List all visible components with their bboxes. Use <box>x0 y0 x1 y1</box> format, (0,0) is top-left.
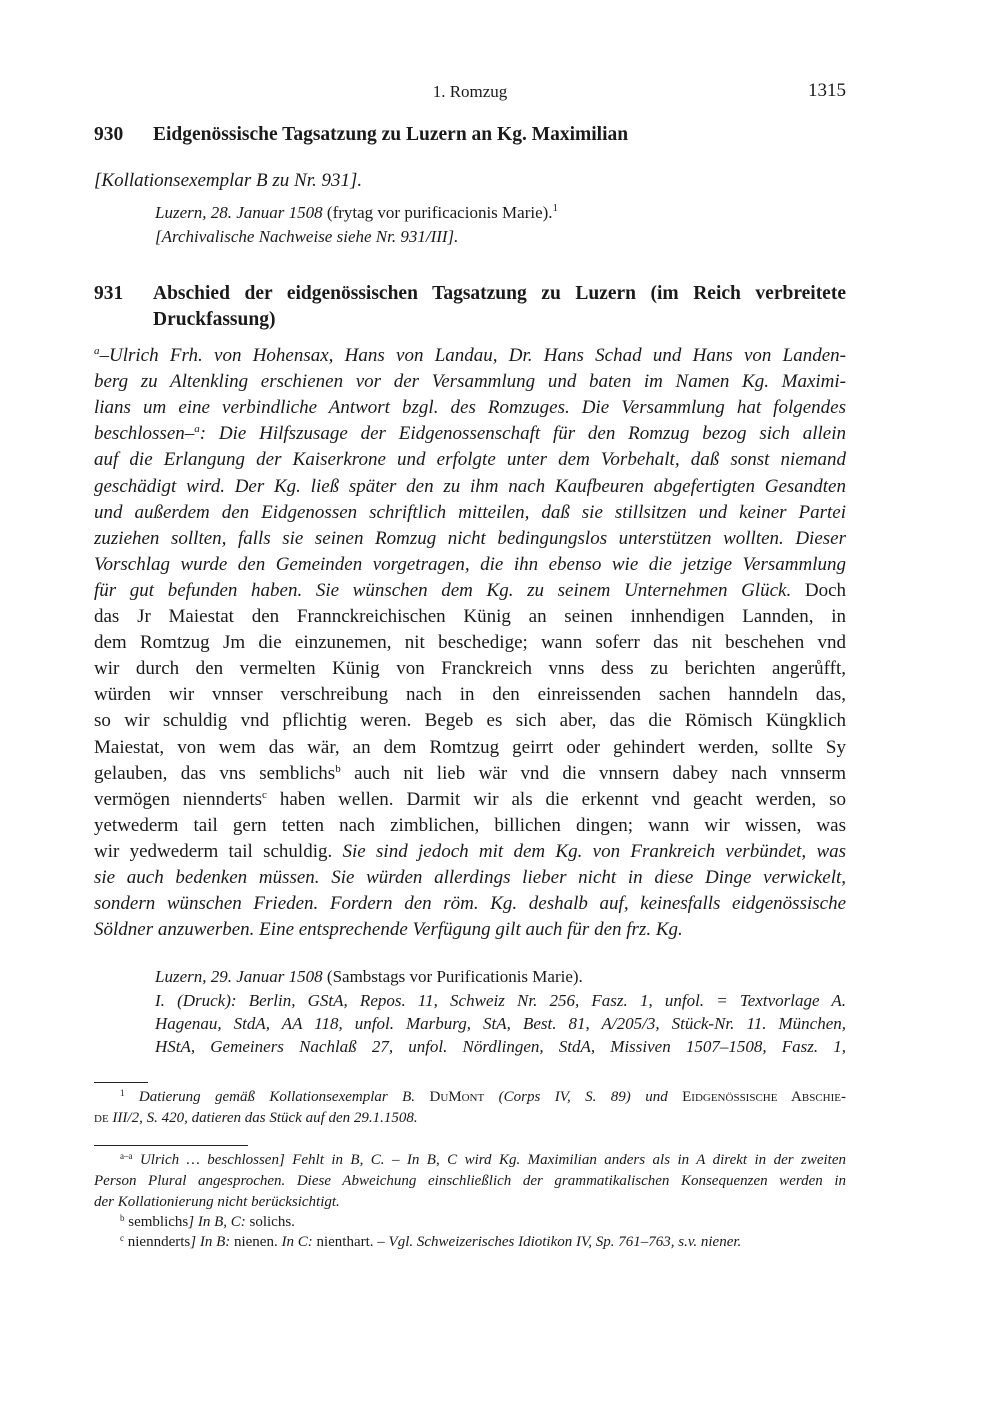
doc-931-date-line <box>155 966 846 988</box>
source-text: wir yedwederm tail schuldig. <box>94 840 333 862</box>
body-text-line <box>94 735 846 761</box>
doc-931-sources-line: I. (Druck): Berlin, GStA, Repos. 11, Schweiz Nr. 256, Fasz. 1, unfol. = Textvorlage A. <box>155 991 846 1010</box>
doc-931-number: 931 <box>94 283 124 304</box>
body-text-line <box>94 578 846 604</box>
body-text-line <box>94 369 846 395</box>
footnote-1-line <box>94 1087 846 1107</box>
cited-work: DuMont <box>429 1089 485 1105</box>
editorial-summary: berg zu Altenkling erschienen vor der Versammlung und baten im Namen Kg. Maximi- <box>94 371 846 393</box>
footnote-text: III/2, S. 420, datieren das Stück auf den 29.1.1508. <box>108 1110 418 1126</box>
source-text: yetwederm tail gern tetten nach zimblichen, billichen dingen; wann wir wissen, was <box>94 814 846 836</box>
body-text-line <box>94 839 846 865</box>
doc-930-title: Eidgenössische Tagsatzung zu Luzern an Kg. Maximilian <box>153 124 629 145</box>
editorial-summary: zuziehen sollten, falls sie seinen Romzug nicht bedingungslos unterstützen wollten. Dieser <box>94 527 846 549</box>
doc-931-date-place: Luzern, 29. Januar 1508 <box>155 967 323 986</box>
body-text-line <box>94 526 846 552</box>
doc-931-title: Abschied der eidgenössischen Tagsatzung zu Luzern (im Reich verbreitete Druckfassung) <box>153 283 846 330</box>
footnote-a-line <box>94 1150 846 1170</box>
doc-931-sources-line: HStA, Gemeiners Nachlaß 27, unfol. Nördlingen, StdA, Missiven 1507–1508, Fasz. 1, <box>155 1037 846 1056</box>
body-text-line <box>94 761 846 787</box>
editorial-summary: –Ulrich Frh. von Hohensax, Hans von Landau, Dr. Hans Schad und Hans von Landen- <box>99 345 846 366</box>
footnote-a-line: Person Plural angesprochen. Diese Abweichung einschließlich der grammatikalischen Konsequenzen werden in <box>94 1173 846 1189</box>
source-text: das Jr Maiestat den Frannckreichischen Künig an seinen innhendigen Lannden, in <box>94 606 846 627</box>
body-text-line <box>94 891 846 917</box>
body-text-line <box>94 343 846 369</box>
footnote-c-reference: Vgl. Schweizerisches Idiotikon IV, Sp. 761–763, s.v. niener. <box>388 1234 742 1250</box>
footnote-c-sigla: ] In B: <box>190 1234 231 1250</box>
source-text: Doch <box>791 579 847 601</box>
apparatus-marker[interactable]: a <box>94 345 100 357</box>
footnote-c-marker: c <box>120 1233 124 1243</box>
source-text: wir durch den vermelten Künig von Franckreich vnns dess zu berichten angerůfft, <box>94 658 846 680</box>
footnote-c-reading: nienthart. – <box>312 1234 389 1250</box>
editorial-summary: und außerdem den Eidgenossen schriftlich mitteilen, daß sie stillsitzen und keiner Partei <box>94 501 846 523</box>
footnote-c-lemma: niennderts <box>127 1234 191 1250</box>
footnote-b-marker: b <box>120 1213 125 1223</box>
body-text-line <box>94 656 846 682</box>
editorial-summary: Söldner anzuwerben. Eine entsprechende Verfügung gilt auch für den frz. Kg. <box>94 919 683 941</box>
editorial-summary: sondern wünschen Frieden. Fordern den röm. Kg. deshalb auf, keinesfalls eidgenössische <box>94 893 846 915</box>
footnote-rule <box>94 1082 148 1083</box>
running-head-title: 1. Romzug <box>432 82 508 101</box>
footnote-a-marker: a–a <box>120 1151 133 1161</box>
apparatus-marker[interactable]: a <box>194 423 200 436</box>
footnote-1-line <box>94 1108 846 1128</box>
apparatus-marker[interactable]: c <box>262 788 267 801</box>
footnote-b-lemma: semblichs <box>128 1214 189 1230</box>
doc-930-heading <box>94 122 846 148</box>
doc-930-date-original: (frytag vor purificacionis Marie). <box>322 203 553 222</box>
body-text-line <box>94 787 846 813</box>
body-text-line <box>94 552 846 578</box>
doc-931-sources-line: Hagenau, StdA, AA 118, unfol. Marburg, StA, Best. 81, A/205/3, Stück-Nr. 11. München, <box>155 1014 846 1033</box>
body-text-line <box>94 500 846 526</box>
editorial-summary: auf die Erlangung der Kaiserkrone und erfolgte unter dem Vorbehalt, daß sonst niemand <box>94 449 846 471</box>
footnote-c-sigla: In C: <box>281 1234 313 1250</box>
doc-930-number: 930 <box>94 124 124 145</box>
footnote-b-line <box>120 1212 872 1232</box>
editorial-summary: Vorschlag wurde den Gemeinden vorgetragen, die ihn ebenso wie die jetzige Versammlung <box>94 553 846 575</box>
doc-930-note: [Kollationsexemplar B zu Nr. 931]. <box>94 170 363 191</box>
footnote-b-sigla: ] In B, C: <box>188 1214 246 1230</box>
body-text-line <box>94 630 846 656</box>
body-text-line <box>94 813 846 839</box>
running-head <box>94 82 846 106</box>
editorial-summary: : Die Hilfszusage der Eidgenossenschaft für den Romzug bezog sich allein <box>199 423 846 445</box>
apparatus-marker[interactable]: b <box>335 762 341 775</box>
footnote-text: (Corps IV, S. 89) und <box>484 1089 683 1105</box>
footnote-1-marker: 1 <box>120 1088 125 1098</box>
body-text-line <box>94 447 846 473</box>
doc-931-date-original: (Sambstags vor Purificationis Marie). <box>322 967 583 986</box>
source-text: würden wir vnnser verschreibung nach in den einreissenden sachen hanndeln das, <box>94 684 846 706</box>
body-text-line <box>94 917 846 943</box>
body-text-line <box>94 395 846 421</box>
footnote-rule <box>94 1145 248 1146</box>
editorial-summary: Sie sind jedoch mit dem Kg. von Frankreich verbündet, was <box>332 840 847 862</box>
editorial-summary: sie auch bedenken müssen. Sie würden allerdings lieber nicht in diese Dinge verwickelt, <box>94 867 846 888</box>
footnote-c-line <box>120 1232 872 1252</box>
editorial-summary: geschädigt wird. Der Kg. ließ später den zu ihm nach Kaufbeuren abgefertigten Gesandten <box>94 475 846 497</box>
doc-930-date-place: Luzern, 28. Januar 1508 <box>155 203 323 222</box>
cited-work: de <box>94 1110 109 1126</box>
source-text: vermögen niennderts <box>94 788 263 810</box>
body-text-line <box>94 865 846 891</box>
body-text-line <box>94 421 846 447</box>
footnote-b-reading: solichs. <box>245 1214 295 1230</box>
doc-931-heading <box>94 281 846 333</box>
source-text: so wir schuldig vnd pflichtig weren. Begeb es sich aber, das die Römisch Küngklich <box>94 710 846 732</box>
footnote-a-line: der Kollationierung nicht berücksichtigt. <box>94 1194 340 1210</box>
doc-930-date-line <box>155 202 846 224</box>
source-text: haben wellen. Darmit wir als die erkennt vnd geacht werden, so <box>266 788 846 810</box>
source-text: gelauben, das vns semblichs <box>94 762 336 784</box>
editorial-summary: lians um eine verbindliche Antwort bzgl. des Romzuges. Die Versammlung hat folgendes <box>94 397 846 419</box>
source-text: auch nit lieb wär vnd die vnnsern dabey nach vnnserm <box>340 762 846 784</box>
body-text-line <box>94 604 846 630</box>
page-number: 1315 <box>808 80 846 101</box>
body-text-line <box>94 474 846 500</box>
editorial-summary: beschlossen– <box>94 423 195 445</box>
doc-930-archival: [Archivalische Nachweise siehe Nr. 931/III]. <box>155 227 459 246</box>
body-text-line <box>94 682 846 708</box>
footnote-a-text: Ulrich … beschlossen] Fehlt in B, C. – In B, C wird Kg. Maximilian anders als in A direkt in der zweiten <box>139 1152 847 1168</box>
footnote-ref-1[interactable]: 1 <box>552 202 559 214</box>
editorial-summary: für gut befunden haben. Sie wünschen dem Kg. zu seinem Unternehmen Glück. <box>94 579 792 601</box>
footnote-c-reading: nienen. <box>230 1234 282 1250</box>
cited-work: Eidgenössische Abschie- <box>682 1089 846 1105</box>
body-text-line <box>94 708 846 734</box>
source-text: dem Romtzug Jm die einzunemen, nit beschedige; wann soferr das nit beschehen vnd <box>94 632 846 654</box>
source-text: Maiestat, von wem das wär, an dem Romtzug geirrt oder gehindert werden, sollte Sy <box>94 736 846 758</box>
footnote-text: Datierung gemäß Kollationsexemplar B. <box>138 1089 430 1105</box>
